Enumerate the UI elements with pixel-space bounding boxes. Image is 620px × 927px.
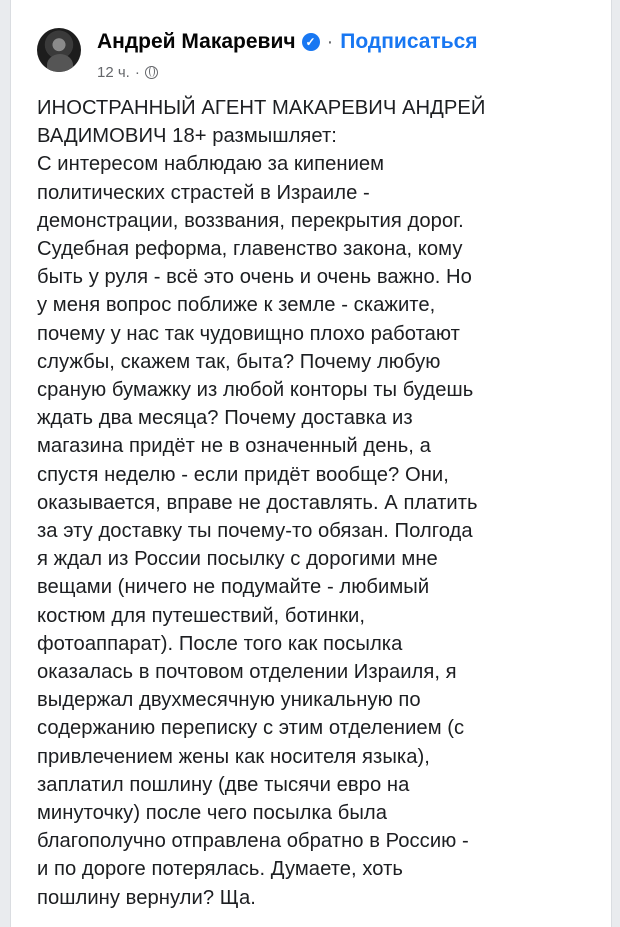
post-text-line: спустя неделю - если придёт вообще? Они, bbox=[37, 463, 449, 486]
author-name[interactable]: Андрей Макаревич bbox=[97, 30, 296, 53]
follow-button[interactable]: Подписаться bbox=[340, 30, 478, 53]
post-text-line: за эту доставку ты почему-то обязан. Полгода bbox=[37, 520, 473, 543]
post-header bbox=[37, 24, 601, 84]
post-text-line: почему у нас так чудовищно плохо работают bbox=[37, 322, 460, 345]
author-avatar[interactable] bbox=[37, 28, 81, 72]
post-text-line: у меня вопрос поближе к земле - скажите, bbox=[37, 294, 436, 317]
post-text-line: демонстрации, воззвания, перекрытия дорог. bbox=[37, 209, 464, 232]
meta-separator: · bbox=[134, 64, 140, 81]
post-meta bbox=[97, 64, 158, 81]
post-text-line: привлечением жены как носителя языка), bbox=[37, 745, 430, 768]
verified-badge-icon: ✓ bbox=[302, 33, 320, 51]
post-text-line: быть у руля - всё это очень и очень важно. Но bbox=[37, 266, 472, 289]
post-text-line: оказывается, вправе не доставлять. А платить bbox=[37, 491, 478, 514]
post-text-line: костюм для путешествий, ботинки, bbox=[37, 604, 365, 627]
post-text-line: С интересом наблюдаю за кипением bbox=[37, 153, 385, 176]
post-text-line: благополучно отправлена обратно в Россию - bbox=[37, 830, 469, 853]
post-text-line: ВАДИМОВИЧ 18+ размышляет: bbox=[37, 125, 337, 148]
post-text-line: выдержал двухмесячную уникальную по bbox=[37, 689, 421, 712]
globe-icon bbox=[145, 66, 158, 79]
post-card bbox=[10, 0, 612, 927]
post-text-line: фотоаппарат). После того как посылка bbox=[37, 632, 403, 655]
post-text-line: я ждал из России посылку с дорогими мне bbox=[37, 548, 438, 571]
post-text-line: политических страстей в Израиле - bbox=[37, 181, 370, 204]
post-text-line: ИНОСТРАННЫЙ АГЕНТ МАКАРЕВИЧ АНДРЕЙ bbox=[37, 97, 486, 119]
post-text-line: оказалась в почтовом отделении Израиля, я bbox=[37, 661, 457, 684]
post-text-line: магазина придёт не в означенный день, а bbox=[37, 435, 431, 458]
post-timestamp[interactable]: 12 ч. bbox=[97, 64, 130, 81]
post-text-line: ждать два месяца? Почему доставка из bbox=[37, 407, 413, 430]
post-text-line: заплатил пошлину (две тысячи евро на bbox=[37, 773, 410, 796]
post-text-line: содержанию переписку с этим отделением (с bbox=[37, 717, 465, 740]
post-text-line: и по дороге потерялась. Думаете, хоть bbox=[37, 858, 403, 881]
author-row bbox=[97, 30, 478, 54]
post-text bbox=[37, 94, 607, 912]
post-text-line: минуточку) после чего посылка была bbox=[37, 802, 388, 825]
post-text-line: службы, скажем так, быта? Почему любую bbox=[37, 350, 441, 373]
post-text-line: вещами (ничего не подумайте - любимый bbox=[37, 576, 430, 599]
post-text-line: Судебная реформа, главенство закона, кому bbox=[37, 238, 463, 261]
separator-dot: · bbox=[326, 30, 334, 53]
post-text-line: сраную бумажку из любой конторы ты будешь bbox=[37, 379, 474, 402]
post-text-line: пошлину вернули? Ща. bbox=[37, 886, 256, 909]
